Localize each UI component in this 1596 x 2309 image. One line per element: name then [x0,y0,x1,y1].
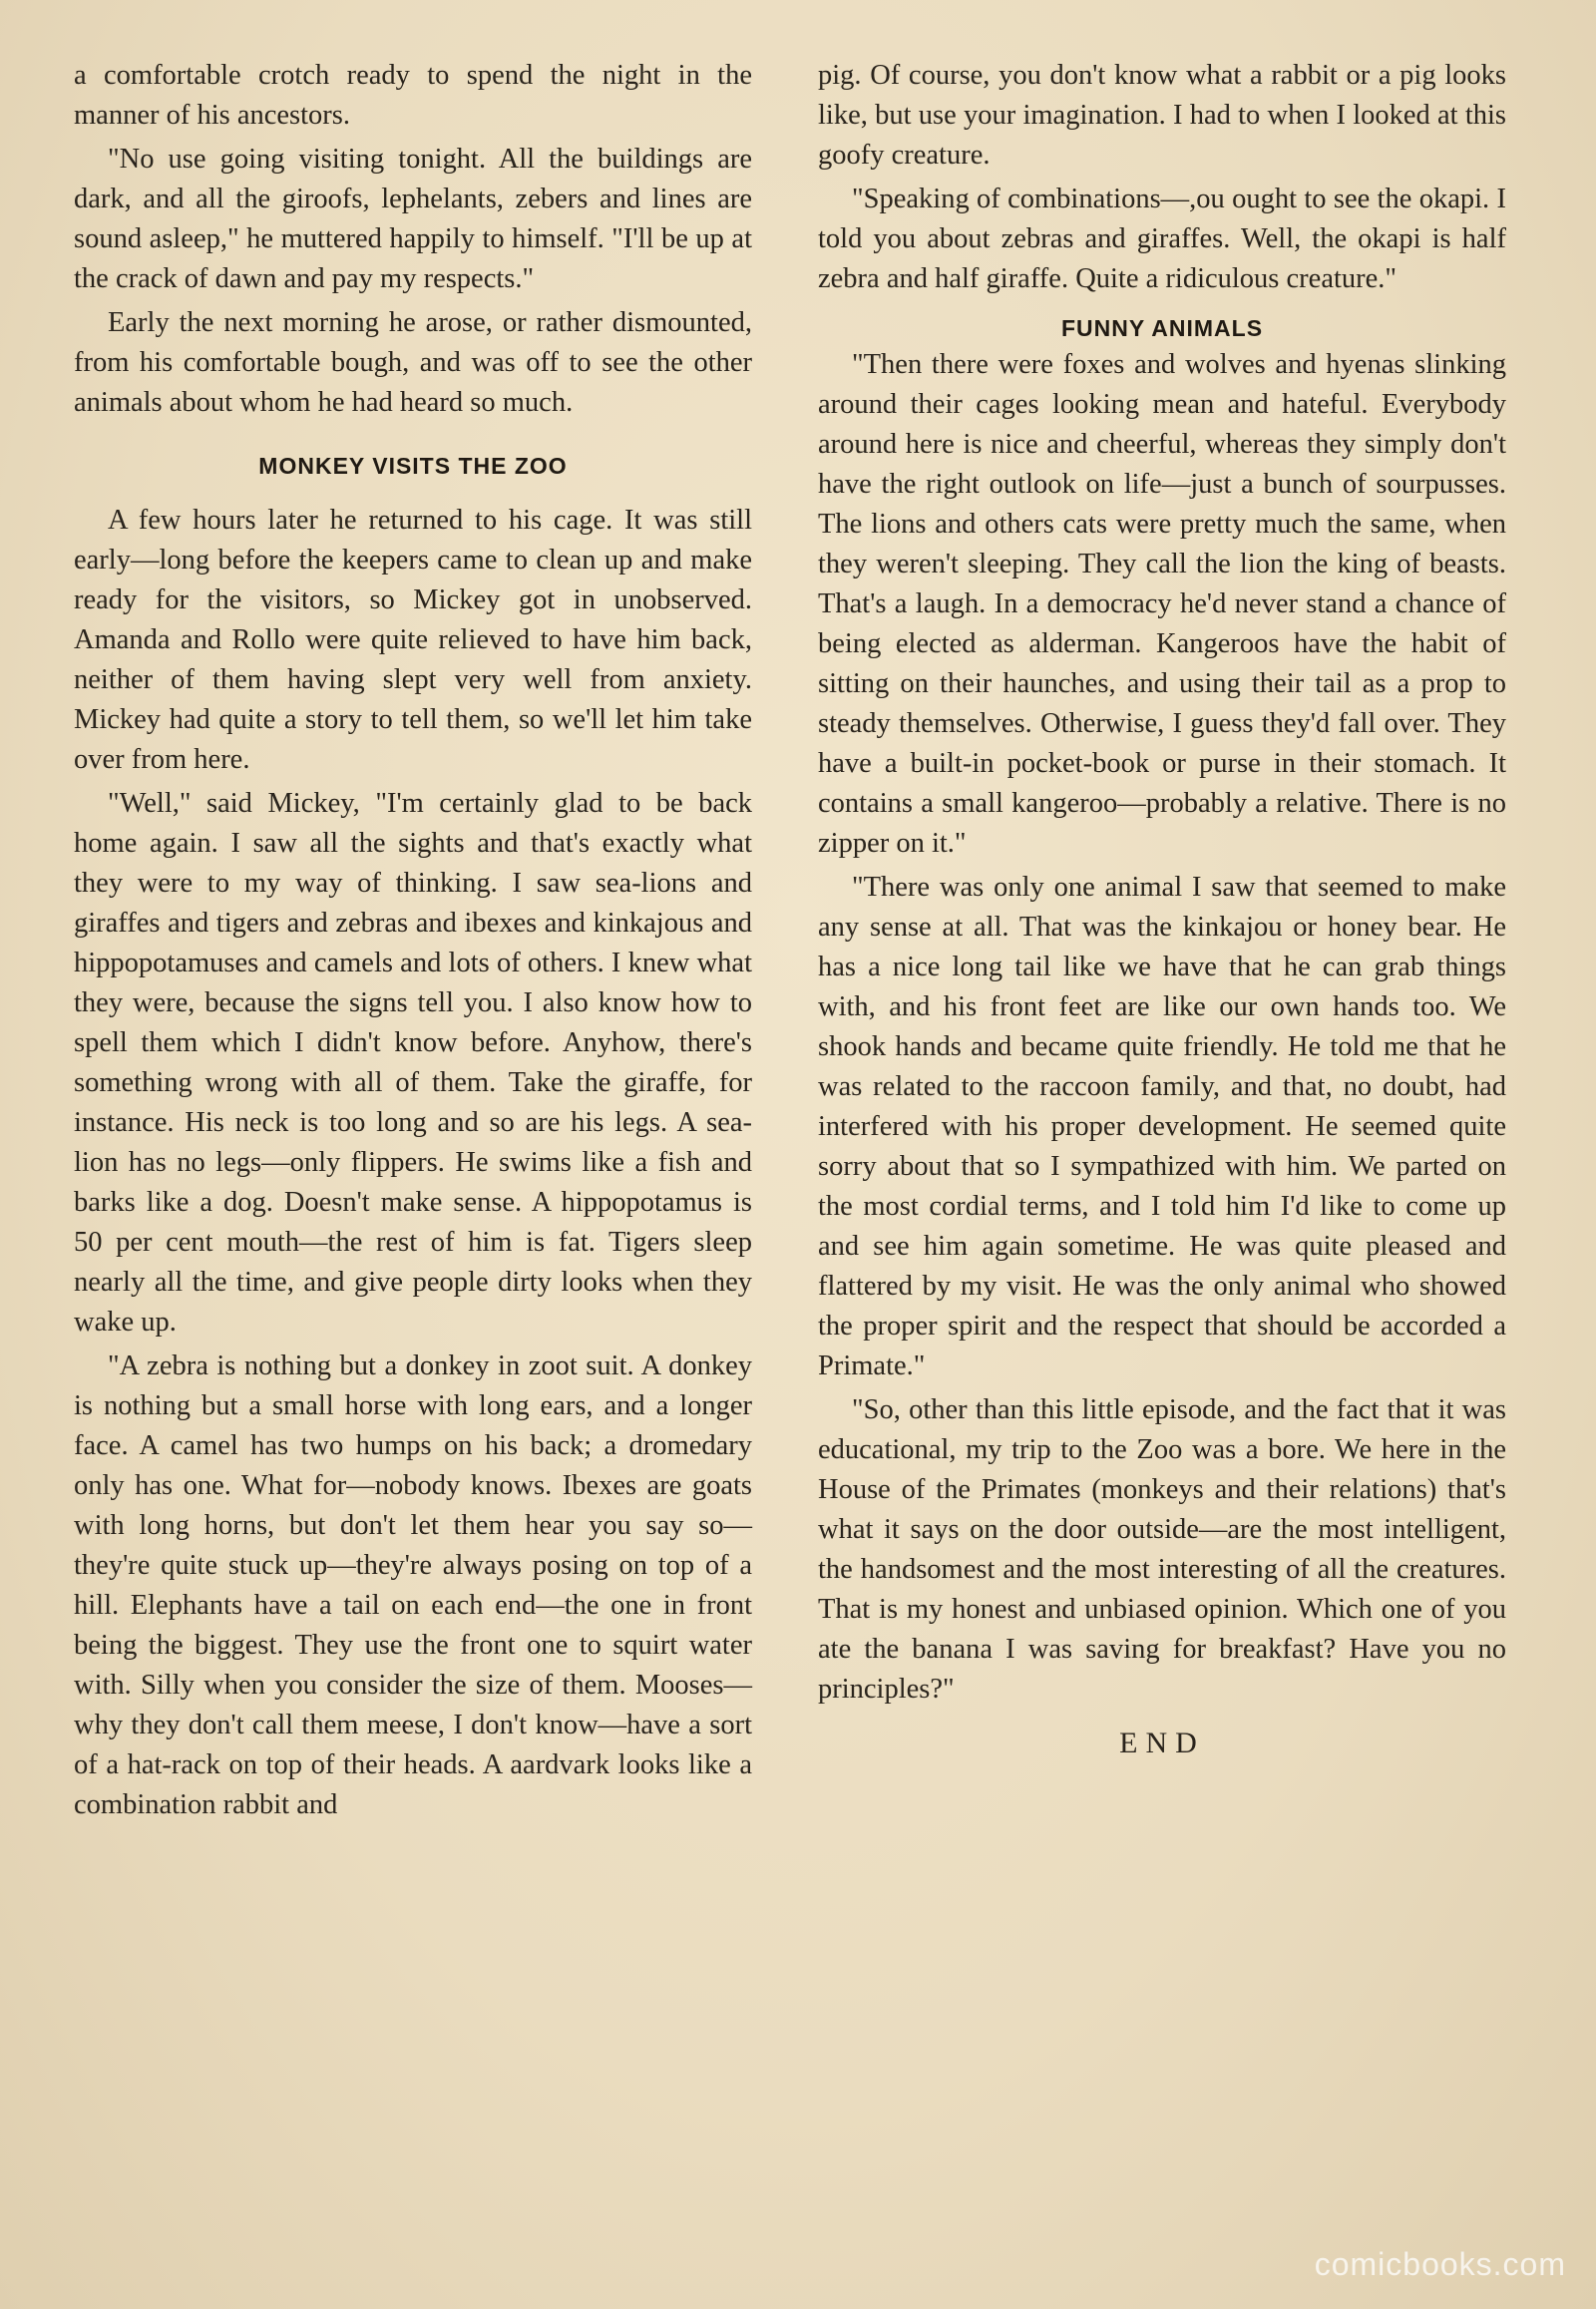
paragraph: "No use going visiting tonight. All the buildings are dark, and all the giroofs, lephelants, zebers and lines are sound asleep," he muttered happily to himself. "I'll be up at the crack of dawn and pay my respects." [74,144,752,294]
section-heading: MONKEY VISITS THE ZOO [258,453,568,479]
paragraph: pig. Of course, you don't know what a rabbit or a pig looks like, but use your imagination. I had to when I looked at this goofy creature. [818,60,1506,171]
paragraph: a comfortable crotch ready to spend the night in the manner of his ancestors. [74,60,752,131]
paragraph: "A zebra is nothing but a donkey in zoot suit. A donkey is nothing but a small horse with long ears, and a longer face. A camel has two humps on his back; a dromedary only has one. What for—nobody knows. Ibexes are goats with long horns, but don't let them hear you say so—they're quite stuck up—they're always posing on top of a hill. Elephants have a tail on each end—the one in front being the biggest. They use the front one to squirt water with. Silly when you consider the size of them. Mooses—why they don't call them meese, I don't know—have a sort of a hat-rack on top of their heads. A aardvark looks like a combination rabbit and [74,1350,752,1820]
left-column [74,56,752,1829]
right-column [818,56,1506,1763]
paragraph: "Then there were foxes and wolves and hyenas slinking around their cages looking mean and hateful. Everybody around here is nice and cheerful, whereas they simply don't have the right outlook on life—just a bunch of sourpusses. The lions and others cats were pretty much the same, when they weren't sleeping. They call the lion the king of beasts. That's a laugh. In a democracy he'd never stand a chance of being elected as alderman. Kangeroos have the habit of sitting on their haunches, and using their tail as a prop to steady themselves. Otherwise, I guess they'd fall over. They have a built-in pocket-book or purse in their stomach. It contains a small kangeroo—probably a relative. There is no zipper on it." [818,349,1506,859]
end-mark: END [1119,1727,1205,1759]
paragraph: "Well," said Mickey, "I'm certainly glad to be back home again. I saw all the sights and that's exactly what they were to my way of thinking. I saw sea-lions and giraffes and tigers and zebras and ibexes and kinkajous and hippopotamuses and camels and lots of others. I knew what they were, because the signs tell you. I also know how to spell them which I didn't know before. Anyhow, there's something wrong with all of them. Take the giraffe, for instance. His neck is too long and so are his legs. A sea-lion has no legs—only flippers. He swims like a fish and barks like a dog. Doesn't make sense. A hippopotamus is 50 per cent mouth—the rest of him is fat. Tigers sleep nearly all the time, and give people dirty looks when they wake up. [74,788,752,1338]
watermark: comicbooks.com [1314,2246,1566,2282]
section-heading: FUNNY ANIMALS [1060,315,1264,341]
paragraph: "So, other than this little episode, and the fact that it was educational, my trip to the Zoo was a bore. We here in the House of the Primates (monkeys and their relations) that's what it says on the door outside—are the most intelligent, the handsomest and the most interesting of all the creatures. That is my honest and unbiased opinion. Which one of you ate the banana I was saving for breakfast? Have you no principles?" [818,1394,1506,1705]
paragraph: Early the next morning he arose, or rather dismounted, from his comfortable bough, and was off to see the other animals about whom he had heard so much. [74,307,752,418]
paragraph: A few hours later he returned to his cage. It was still early—long before the keepers came to clean up and make ready for the visitors, so Mickey got in unobserved. Amanda and Rollo were quite relieved to have him back, neither of them having slept very well from anxiety. Mickey had quite a story to tell them, so we'll let him take over from here. [74,505,752,775]
paragraph: "There was only one animal I saw that seemed to make any sense at all. That was the kinkajou or honey bear. He has a nice long tail like we have that he can grab things with, and his front feet are like our own hands too. We shook hands and became quite friendly. He told me that he was related to the raccoon family, and that, no doubt, had interfered with his proper development. He seemed quite sorry about that so I sympathized with him. We parted on the most cordial terms, and I told him I'd like to come up and see him again sometime. He was quite pleased and flattered by my visit. He was the only animal who showed the proper spirit and the respect that should be accorded a Primate." [818,872,1506,1381]
paragraph: "Speaking of combinations—,ou ought to see the okapi. I told you about zebras and giraffes. Well, the okapi is half zebra and half giraffe. Quite a ridiculous creature." [818,184,1506,294]
